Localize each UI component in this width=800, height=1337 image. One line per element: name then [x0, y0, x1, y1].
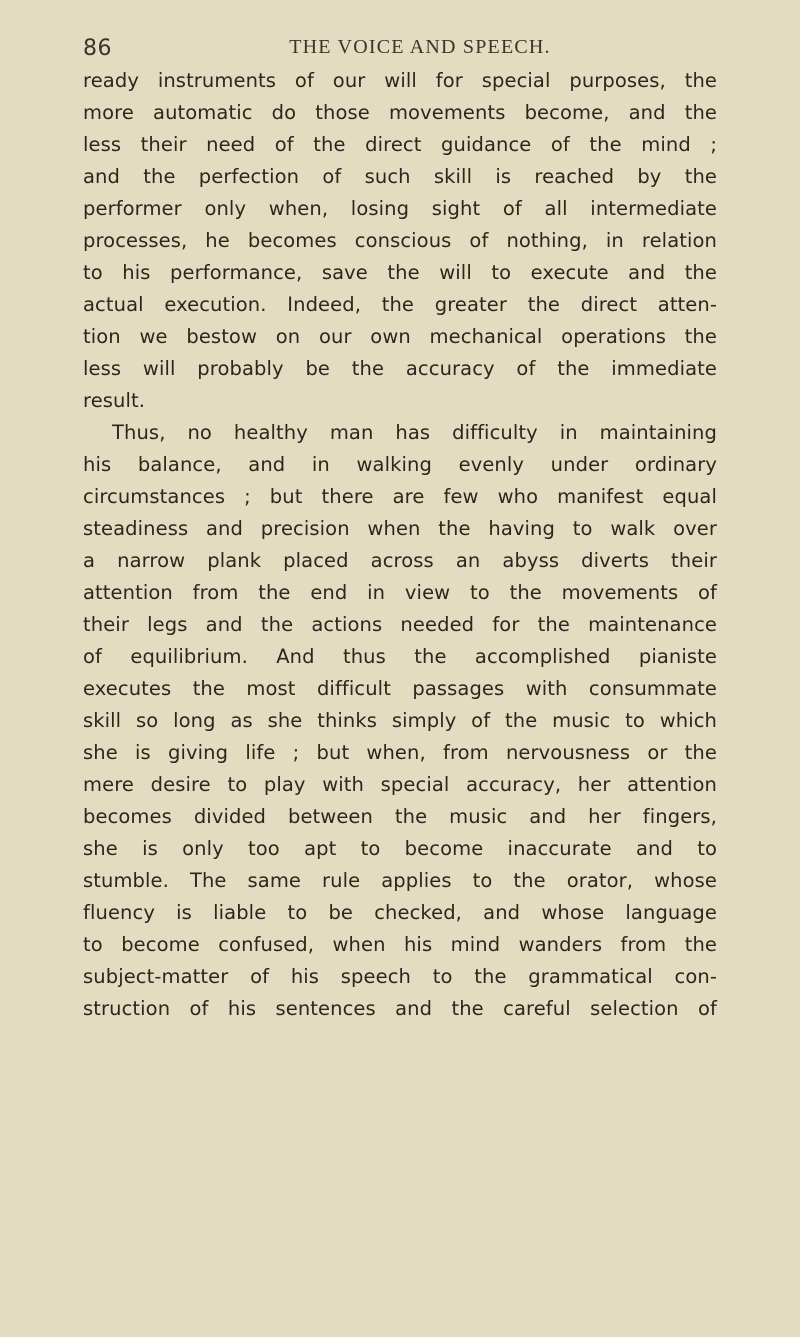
text-line: struction of his sentences and the careful selection of — [83, 997, 717, 1020]
text-line: becomes divided between the music and her fingers, — [83, 805, 717, 828]
text-line: and the perfection of such skill is reached by the — [83, 165, 717, 188]
text-line: result. — [83, 389, 146, 412]
text-line: a narrow plank placed across an abyss diverts their — [83, 549, 717, 572]
running-title: THE VOICE AND SPEECH. — [289, 36, 551, 58]
text-line: less will probably be the accuracy of the immediate — [83, 357, 717, 380]
text-line: she is only too apt to become inaccurate and to — [83, 837, 717, 860]
text-line: more automatic do those movements become, and the — [83, 101, 717, 124]
text-line: Thus, no healthy man has difficulty in maintaining — [112, 421, 717, 444]
text-line: mere desire to play with special accuracy, her attention — [83, 773, 717, 796]
text-line: less their need of the direct guidance of the mind ; — [83, 133, 717, 156]
text-line: steadiness and precision when the having to walk over — [83, 517, 717, 540]
text-line: circumstances ; but there are few who manifest equal — [83, 485, 717, 508]
text-line: ready instruments of our will for special purposes, the — [83, 69, 717, 92]
body-text — [83, 65, 717, 1025]
text-line: processes, he becomes conscious of nothing, in relation — [83, 229, 717, 252]
text-line: executes the most difficult passages with consummate — [83, 677, 717, 700]
running-head — [83, 24, 717, 60]
text-line: to his performance, save the will to execute and the — [83, 261, 717, 284]
text-line: skill so long as she thinks simply of the music to which — [83, 709, 717, 732]
text-line: she is giving life ; but when, from nervousness or the — [83, 741, 717, 764]
text-line: actual execution. Indeed, the greater the direct atten- — [83, 293, 717, 316]
text-line: subject-matter of his speech to the grammatical con- — [83, 965, 717, 988]
text-line: stumble. The same rule applies to the orator, whose — [83, 869, 717, 892]
text-line: tion we bestow on our own mechanical operations the — [83, 325, 717, 348]
text-line: performer only when, losing sight of all intermediate — [83, 197, 717, 220]
text-line: attention from the end in view to the movements of — [83, 581, 717, 604]
text-line: their legs and the actions needed for the maintenance — [83, 613, 717, 636]
text-line: to become confused, when his mind wanders from the — [83, 933, 717, 956]
text-line: his balance, and in walking evenly under ordinary — [83, 453, 717, 476]
text-line: fluency is liable to be checked, and whose language — [83, 901, 717, 924]
page-number: 86 — [83, 36, 112, 61]
text-line: of equilibrium. And thus the accomplished pianiste — [83, 645, 717, 668]
